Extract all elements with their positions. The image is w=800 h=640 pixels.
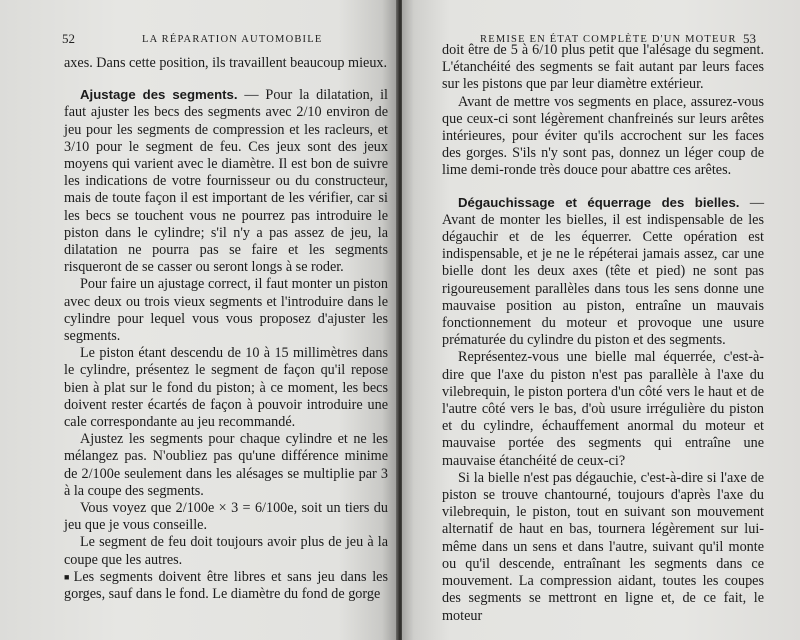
- paragraph: [64, 569, 388, 604]
- paragraph: Vous voyez que 2/100e × 3 = 6/100e, soit un tiers du jeu que je vous conseille.: [64, 500, 388, 534]
- section-text: — Avant de monter les bielles, il est indispensable de les dégauchir et de les équerrer. Cette opération est indispensable, et je ne le répéterai jamais assez, car une bielle dont les deux axes (tête et pied) ne sont pas rigoureusement parallèles dans tous les sens donne une mauvaise position au piston, entraîne un mauvais fonctionnement du moteur et provoque une usure prématurée du cylindre du piston et des segments.: [442, 194, 765, 349]
- paragraph: Si la bielle n'est pas dégauchie, c'est-à-dire si l'axe de piston se trouve chantourné, toujours d'après l'axe du vilebrequin, le piston, tout en suivant son mouvement alternatif de haut en bas, tournera légèrement sur lui-même dans un sens et dans l'autre, suivant qu'il monte ou qu'il descende, entraînant les segments dans ce mouvement. La compression aidant, toutes les coupes des segments se mettront en ligne et, de ce fait, le moteur: [442, 469, 764, 624]
- paragraph: Représentez-vous une bielle mal équerrée, c'est-à-dire que l'axe du piston n'est pas parallèle à l'axe du vilebrequin, le piston portera d'un côté vers le haut et de l'autre côté vers le bas, d'où usure irrégulière du piston et du cylindre, échauffement anormal du moteur et mauvaise portée des segments qui entraîne une mauvaise étanchéité de ceux-ci?: [442, 349, 764, 469]
- section-heading: Ajustage des segments.: [80, 87, 238, 103]
- section-heading: Dégauchissage et équerrage des bielles.: [458, 194, 740, 210]
- right-page: [402, 0, 800, 640]
- paragraph: doit être de 5 à 6/10 plus petit que l'alésage du segment. L'étanchéité des segments se fait autant par leurs faces sur les pistons que par leur diamètre extérieur.: [442, 42, 764, 93]
- paragraph: axes. Dans cette position, ils travaillent beaucoup mieux.: [64, 55, 388, 71]
- page-number: 52: [62, 31, 75, 46]
- paragraph-text: Les segments doivent être libres et sans jeu dans les gorges, sauf dans le fond. Le diamètre du fond de gorge: [64, 568, 388, 603]
- paragraph: Pour faire un ajustage correct, il faut monter un piston avec deux ou trois vieux segments et l'introduire dans le cylindre pour lequel vous vous proposez d'ajuster les segments.: [64, 276, 388, 345]
- section-paragraph: [442, 194, 764, 350]
- right-page-body: [442, 42, 764, 625]
- paragraph: Le piston étant descendu de 10 à 15 millimètres dans le cylindre, présentez le segment de façon qu'il repose bien à plat sur le fond du piston; à ce moment, les becs doivent rester écartés de façon à pouvoir introduire une cale correspondante au jeu recommandé.: [64, 345, 388, 431]
- paragraph: Ajustez les segments pour chaque cylindre et ne les mélangez pas. N'oubliez pas qu'une différence minime de 2/100e seulement dans les alésages se multiplie par 3 à la coupe des segments.: [64, 431, 388, 499]
- running-head: LA RÉPARATION AUTOMOBILE: [142, 34, 323, 45]
- margin-mark: ■: [64, 572, 72, 583]
- left-page: [0, 0, 398, 640]
- section-text: — Pour la dilatation, il faut ajuster les becs des segments avec 2/10 environ de jeu pour les segments de compression et les racleurs, et 3/10 pour le segment de feu. Ces jeux sont des jeux moyens qui varient avec le diamètre. Il est bon de suivre les indications de votre fournisseur ou du constructeur, mais de toute façon il est important de les vérifier, car si les becs se touchent vous ne pourrez pas introduire le piston dans le cylindre; s'il n'y a pas assez de jeu, la dilatation ne pourra pas se faire et les segments risqueront de se casser ou seront longs à se roder.: [64, 87, 388, 276]
- running-head: REMISE EN ÉTAT COMPLÈTE D'UN MOTEUR: [480, 34, 737, 45]
- page-number: 53: [743, 31, 756, 46]
- paragraph: Avant de mettre vos segments en place, assurez-vous que ceux-ci sont légèrement chanfreinés sur leurs arêtes intérieures, pour éviter qu'ils accrochent sur les faces des gorges. S'ils n'y sont pas, donnez un léger coup de lime demi-ronde très douce pour abattre ces arêtes.: [442, 93, 764, 179]
- left-page-body: [64, 55, 388, 603]
- paragraph: Le segment de feu doit toujours avoir plus de jeu à la coupe que les autres.: [64, 534, 388, 568]
- section-paragraph: [64, 86, 388, 276]
